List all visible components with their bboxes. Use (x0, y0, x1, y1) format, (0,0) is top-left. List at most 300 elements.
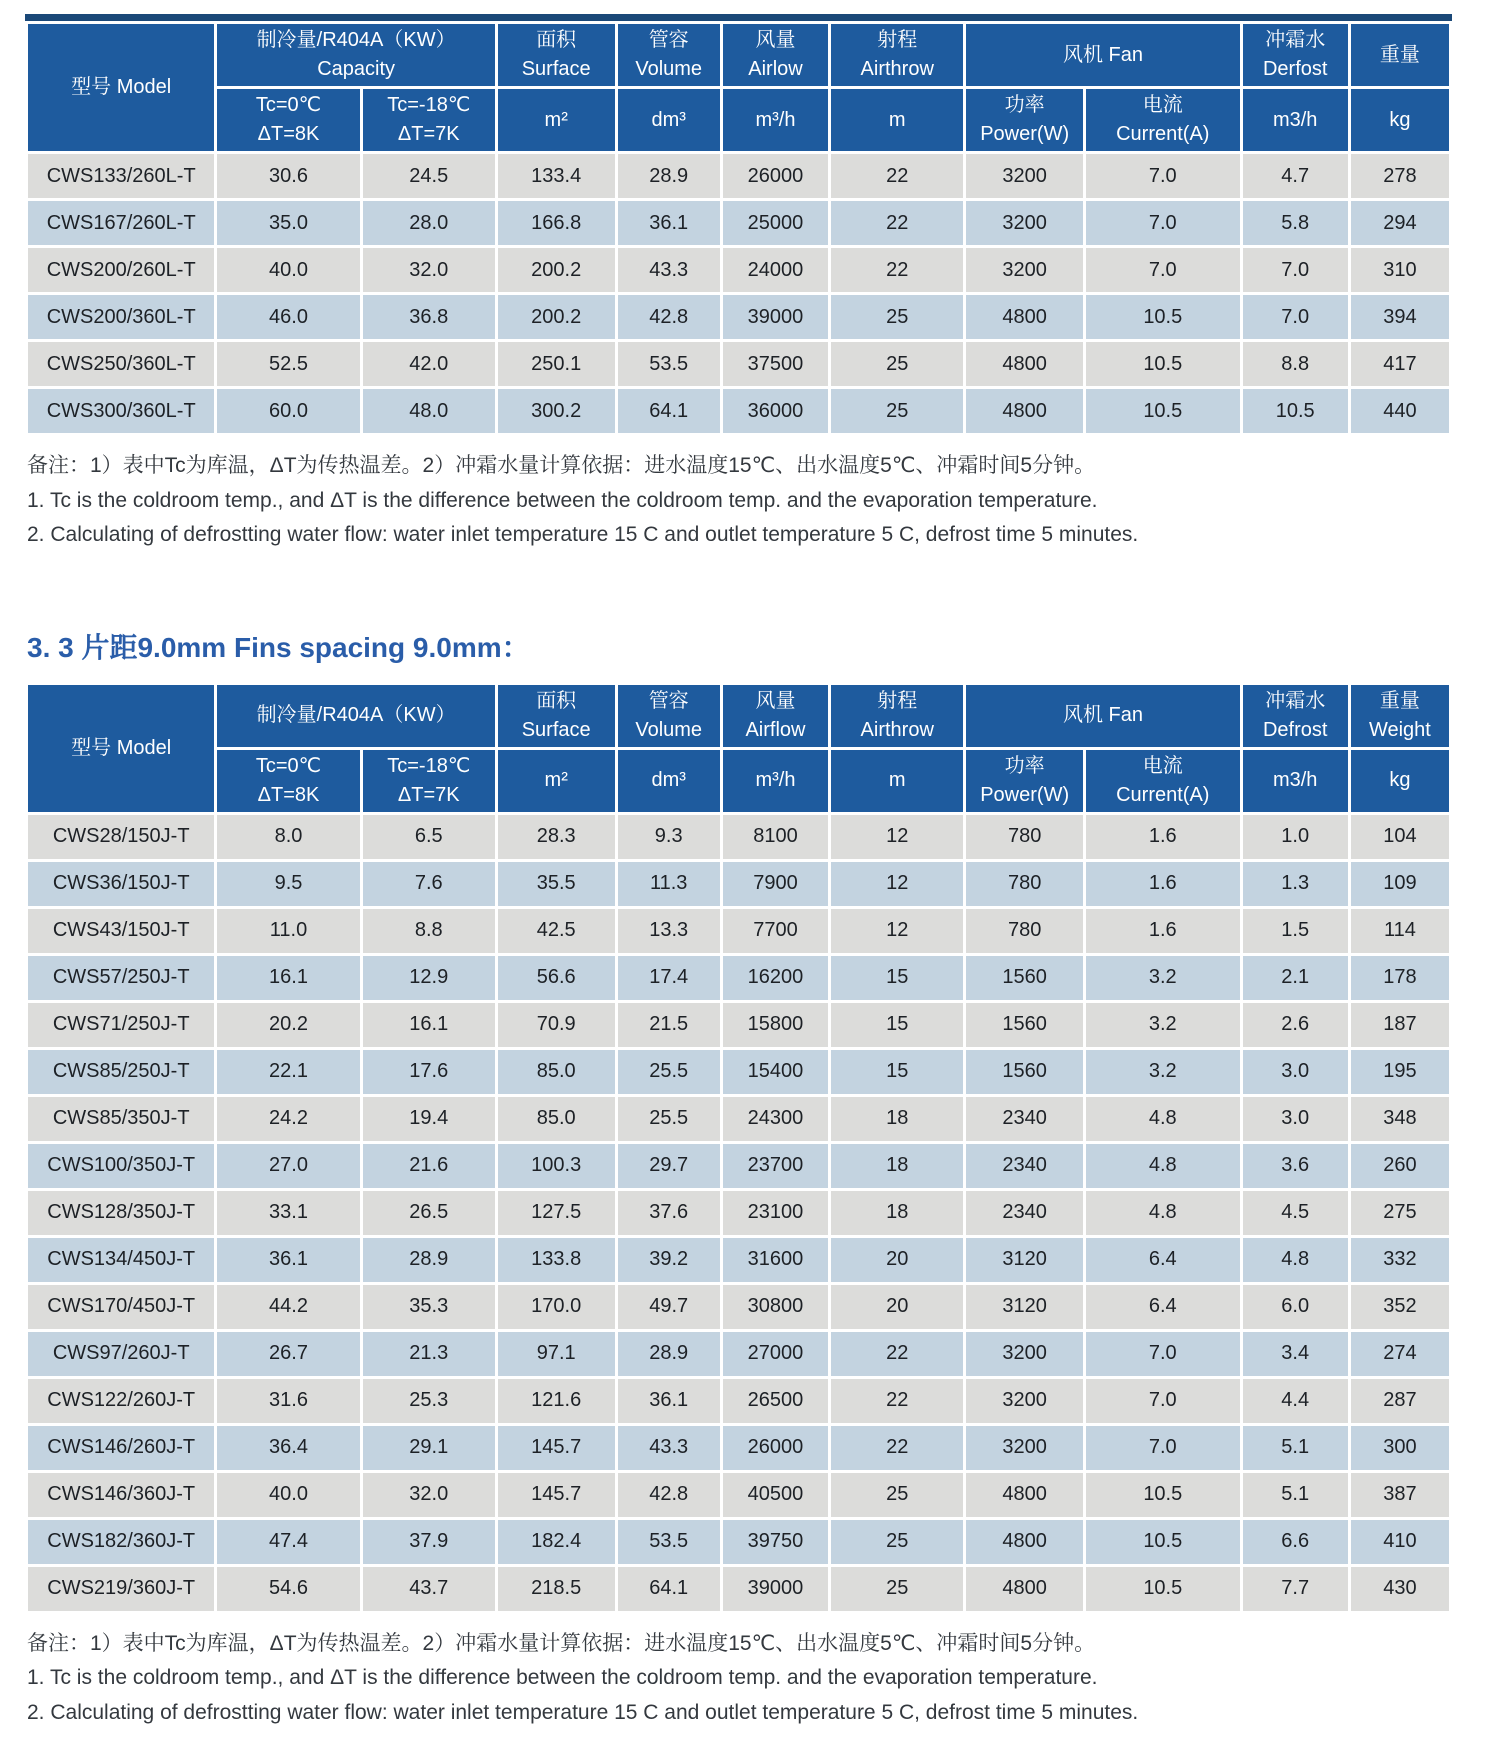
surface-cell: 42.5 (496, 907, 616, 954)
table-notes (27, 450, 1452, 552)
col-header-fan-power (965, 748, 1085, 813)
weight-cell: 274 (1349, 1330, 1450, 1377)
fan-power-cell: 780 (965, 860, 1085, 907)
fan-current-cell: 7.0 (1084, 153, 1241, 200)
model-cell: CWS133/260L-T (27, 153, 216, 200)
airthrow-label-zh: 射程 (877, 29, 918, 51)
surface-cell: 85.0 (496, 1048, 616, 1095)
fan-current-cell: 6.4 (1084, 1283, 1241, 1330)
weight-cell: 440 (1349, 388, 1450, 435)
volume-cell: 11.3 (616, 860, 721, 907)
model-cell: CWS200/360L-T (27, 294, 216, 341)
model-cell: CWS43/150J-T (27, 907, 216, 954)
model-cell: CWS97/260J-T (27, 1330, 216, 1377)
note-en-2: 2. Calculating of defrostting water flow: water inlet temperature 15 C and outlet temperature 5 C, defrost time 5 minutes. (27, 1700, 1139, 1724)
airthrow-cell: 15 (830, 1048, 965, 1095)
defrost-water-cell: 3.0 (1241, 1095, 1349, 1142)
volume-cell: 37.6 (616, 1189, 721, 1236)
volume-cell: 36.1 (616, 1377, 721, 1424)
table-row (27, 1001, 1451, 1048)
col-header-volume (616, 23, 721, 88)
note-en-1: 1. Tc is the coldroom temp., and ΔT is the difference between the coldroom temp. and the evaporation temperature. (27, 1666, 1098, 1690)
power-label-zh: 功率 (1004, 754, 1045, 777)
table-row (27, 1095, 1451, 1142)
fan-current-cell: 1.6 (1084, 813, 1241, 860)
surface-cell: 145.7 (496, 1471, 616, 1518)
surface-cell: 145.7 (496, 1424, 616, 1471)
volume-cell: 43.3 (616, 247, 721, 294)
col-header-fan: 风机 Fan (965, 23, 1241, 88)
unit-airthrow: m (830, 88, 965, 153)
weight-label-en: Weight (1368, 718, 1431, 741)
capacity-tc0-cell: 33.1 (216, 1189, 361, 1236)
model-cell: CWS134/450J-T (27, 1236, 216, 1283)
defrost-water-cell: 5.8 (1241, 200, 1349, 247)
weight-cell: 104 (1349, 813, 1450, 860)
tc18-line-1: Tc=-18℃ (387, 754, 471, 777)
surface-label-zh: 面积 (536, 29, 577, 51)
volume-cell: 36.1 (616, 200, 721, 247)
fan-power-cell: 780 (965, 813, 1085, 860)
defrost-label-zh: 冲霜水 (1265, 689, 1326, 712)
col-header-tc18 (361, 748, 496, 813)
unit-volume: dm³ (616, 88, 721, 153)
current-label-en: Current(A) (1116, 123, 1210, 145)
table-row (27, 954, 1451, 1001)
airflow-cell: 7900 (721, 860, 829, 907)
defrost-water-cell: 10.5 (1241, 388, 1349, 435)
model-cell: CWS36/150J-T (27, 860, 216, 907)
model-cell: CWS128/350J-T (27, 1189, 216, 1236)
col-header-tc0 (216, 748, 361, 813)
surface-cell: 200.2 (496, 294, 616, 341)
fan-power-cell: 1560 (965, 954, 1085, 1001)
defrost-water-cell: 4.8 (1241, 1236, 1349, 1283)
defrost-water-cell: 6.0 (1241, 1283, 1349, 1330)
airflow-label-en: Airflow (745, 718, 806, 741)
volume-cell: 64.1 (616, 388, 721, 435)
surface-cell: 127.5 (496, 1189, 616, 1236)
capacity-tc18-cell: 28.0 (361, 200, 496, 247)
col-header-model: 型号 Model (27, 683, 216, 813)
fan-power-cell: 3120 (965, 1283, 1085, 1330)
col-header-fan-power (965, 88, 1085, 153)
surface-cell: 100.3 (496, 1142, 616, 1189)
fan-current-cell: 3.2 (1084, 1048, 1241, 1095)
model-cell: CWS100/350J-T (27, 1142, 216, 1189)
unit-defrost: m3/h (1241, 88, 1349, 153)
note-zh: 备注：1）表中Tc为库温，ΔT为传热温差。2）冲霜水量计算依据：进水温度15℃、出水温度5℃、冲霜时间5分钟。 (27, 454, 1096, 477)
table-row (27, 1330, 1451, 1377)
airflow-label-en: Airlow (748, 58, 803, 80)
fan-current-cell: 1.6 (1084, 860, 1241, 907)
capacity-tc0-cell: 54.6 (216, 1565, 361, 1612)
fan-power-cell: 3200 (965, 200, 1085, 247)
weight-cell: 387 (1349, 1471, 1450, 1518)
volume-cell: 53.5 (616, 1518, 721, 1565)
volume-label-zh: 管容 (648, 29, 689, 51)
model-cell: CWS85/350J-T (27, 1095, 216, 1142)
fan-power-cell: 3200 (965, 1377, 1085, 1424)
airflow-cell: 27000 (721, 1330, 829, 1377)
capacity-tc18-cell: 6.5 (361, 813, 496, 860)
capacity-tc18-cell: 28.9 (361, 1236, 496, 1283)
volume-cell: 13.3 (616, 907, 721, 954)
airflow-cell: 39750 (721, 1518, 829, 1565)
volume-cell: 43.3 (616, 1424, 721, 1471)
airthrow-cell: 18 (830, 1142, 965, 1189)
airflow-cell: 39000 (721, 1565, 829, 1612)
defrost-water-cell: 3.0 (1241, 1048, 1349, 1095)
model-cell: CWS122/260J-T (27, 1377, 216, 1424)
fan-current-cell: 7.0 (1084, 1424, 1241, 1471)
airthrow-cell: 15 (830, 1001, 965, 1048)
capacity-tc18-cell: 19.4 (361, 1095, 496, 1142)
header-row-1 (27, 683, 1451, 748)
fan-power-cell: 1560 (965, 1048, 1085, 1095)
capacity-tc0-cell: 27.0 (216, 1142, 361, 1189)
weight-cell: 352 (1349, 1283, 1450, 1330)
col-header-capacity (216, 23, 497, 88)
table-row (27, 153, 1451, 200)
airflow-label-zh: 风量 (755, 689, 796, 712)
weight-cell: 109 (1349, 860, 1450, 907)
airthrow-cell: 25 (830, 1518, 965, 1565)
current-label-en: Current(A) (1116, 783, 1210, 806)
table-header (27, 683, 1451, 813)
power-label-en: Power(W) (980, 123, 1070, 145)
weight-cell: 278 (1349, 153, 1450, 200)
defrost-water-cell: 1.0 (1241, 813, 1349, 860)
col-header-defrost (1241, 683, 1349, 748)
fan-power-cell: 3200 (965, 153, 1085, 200)
fan-current-cell: 6.4 (1084, 1236, 1241, 1283)
col-header-airthrow (830, 683, 965, 748)
airthrow-cell: 20 (830, 1283, 965, 1330)
fan-current-cell: 7.0 (1084, 1377, 1241, 1424)
model-cell: CWS146/260J-T (27, 1424, 216, 1471)
table-row (27, 1518, 1451, 1565)
capacity-tc18-cell: 16.1 (361, 1001, 496, 1048)
tc0-line-2: ΔT=8K (257, 123, 320, 145)
fan-current-cell: 7.0 (1084, 247, 1241, 294)
table-row (27, 388, 1451, 435)
weight-cell: 114 (1349, 907, 1450, 954)
defrost-water-cell: 2.1 (1241, 954, 1349, 1001)
unit-airflow: m³/h (721, 88, 829, 153)
weight-label-zh: 重量 (1379, 689, 1420, 712)
fan-power-cell: 2340 (965, 1095, 1085, 1142)
capacity-label-zh: 制冷量/R404A（KW） (256, 704, 456, 727)
defrost-water-cell: 1.3 (1241, 860, 1349, 907)
surface-label-en: Surface (521, 718, 591, 741)
fan-current-cell: 10.5 (1084, 1471, 1241, 1518)
unit-surface: m² (496, 748, 616, 813)
table-body (27, 153, 1451, 435)
surface-cell: 200.2 (496, 247, 616, 294)
table-row (27, 1189, 1451, 1236)
weight-cell: 410 (1349, 1518, 1450, 1565)
surface-cell: 218.5 (496, 1565, 616, 1612)
col-header-tc18 (361, 88, 496, 153)
defrost-water-cell: 1.5 (1241, 907, 1349, 954)
weight-cell: 178 (1349, 954, 1450, 1001)
top-edge-strip (25, 14, 1452, 21)
surface-cell: 35.5 (496, 860, 616, 907)
model-cell: CWS200/260L-T (27, 247, 216, 294)
fan-power-cell: 780 (965, 907, 1085, 954)
table-row (27, 200, 1451, 247)
weight-cell: 310 (1349, 247, 1450, 294)
airthrow-cell: 25 (830, 1471, 965, 1518)
fan-power-cell: 4800 (965, 1518, 1085, 1565)
model-cell: CWS300/360L-T (27, 388, 216, 435)
model-cell: CWS146/360J-T (27, 1471, 216, 1518)
unit-defrost: m3/h (1241, 748, 1349, 813)
fan-power-cell: 3200 (965, 247, 1085, 294)
model-cell: CWS57/250J-T (27, 954, 216, 1001)
table-body (27, 813, 1451, 1612)
power-label-zh: 功率 (1004, 94, 1045, 116)
fan-power-cell: 2340 (965, 1142, 1085, 1189)
airflow-cell: 31600 (721, 1236, 829, 1283)
col-header-surface (496, 23, 616, 88)
capacity-tc0-cell: 30.6 (216, 153, 361, 200)
defrost-water-cell: 2.6 (1241, 1001, 1349, 1048)
volume-cell: 9.3 (616, 813, 721, 860)
tc18-line-1: Tc=-18℃ (387, 94, 471, 116)
col-header-surface (496, 683, 616, 748)
weight-cell: 394 (1349, 294, 1450, 341)
volume-label-en: Volume (635, 58, 703, 80)
airflow-cell: 23100 (721, 1189, 829, 1236)
table-row (27, 1048, 1451, 1095)
capacity-tc0-cell: 47.4 (216, 1518, 361, 1565)
surface-cell: 170.0 (496, 1283, 616, 1330)
capacity-label-zh: 制冷量/R404A（KW） (256, 29, 456, 51)
fan-current-cell: 7.0 (1084, 1330, 1241, 1377)
table-row (27, 1236, 1451, 1283)
model-cell: CWS85/250J-T (27, 1048, 216, 1095)
col-header-airflow (721, 23, 829, 88)
table-row (27, 247, 1451, 294)
surface-cell: 85.0 (496, 1095, 616, 1142)
defrost-water-cell: 5.1 (1241, 1424, 1349, 1471)
unit-weight: kg (1349, 748, 1450, 813)
table-row (27, 1565, 1451, 1612)
model-cell: CWS170/450J-T (27, 1283, 216, 1330)
weight-cell: 348 (1349, 1095, 1450, 1142)
airflow-cell: 36000 (721, 388, 829, 435)
table-row (27, 1283, 1451, 1330)
table-row (27, 341, 1451, 388)
current-label-zh: 电流 (1142, 754, 1183, 777)
airflow-cell: 39000 (721, 294, 829, 341)
airthrow-cell: 25 (830, 388, 965, 435)
airflow-cell: 37500 (721, 341, 829, 388)
tc0-line-1: Tc=0℃ (255, 754, 322, 777)
fan-power-cell: 1560 (965, 1001, 1085, 1048)
defrost-water-cell: 3.6 (1241, 1142, 1349, 1189)
unit-airflow: m³/h (721, 748, 829, 813)
volume-cell: 42.8 (616, 294, 721, 341)
defrost-water-cell: 4.5 (1241, 1189, 1349, 1236)
capacity-tc18-cell: 36.8 (361, 294, 496, 341)
surface-label-en: Surface (521, 58, 591, 80)
surface-cell: 121.6 (496, 1377, 616, 1424)
table-row (27, 1424, 1451, 1471)
volume-cell: 64.1 (616, 1565, 721, 1612)
volume-cell: 39.2 (616, 1236, 721, 1283)
airthrow-cell: 20 (830, 1236, 965, 1283)
defrost-water-cell: 7.0 (1241, 247, 1349, 294)
capacity-tc0-cell: 36.4 (216, 1424, 361, 1471)
airthrow-cell: 22 (830, 153, 965, 200)
table-row (27, 1377, 1451, 1424)
tc0-line-1: Tc=0℃ (255, 94, 322, 116)
volume-cell: 29.7 (616, 1142, 721, 1189)
airthrow-label-en: Airthrow (860, 58, 934, 80)
defrost-label-zh: 冲霜水 (1265, 29, 1326, 51)
capacity-tc18-cell: 8.8 (361, 907, 496, 954)
capacity-tc18-cell: 12.9 (361, 954, 496, 1001)
airflow-cell: 8100 (721, 813, 829, 860)
weight-cell: 187 (1349, 1001, 1450, 1048)
capacity-tc0-cell: 16.1 (216, 954, 361, 1001)
capacity-tc18-cell: 43.7 (361, 1565, 496, 1612)
fan-current-cell: 10.5 (1084, 1518, 1241, 1565)
header-row-2 (27, 748, 1451, 813)
airflow-cell: 23700 (721, 1142, 829, 1189)
airflow-cell: 7700 (721, 907, 829, 954)
airthrow-cell: 12 (830, 860, 965, 907)
airthrow-cell: 12 (830, 907, 965, 954)
airflow-cell: 16200 (721, 954, 829, 1001)
capacity-tc0-cell: 40.0 (216, 247, 361, 294)
col-header-fan: 风机 Fan (965, 683, 1241, 748)
capacity-tc0-cell: 20.2 (216, 1001, 361, 1048)
capacity-tc0-cell: 60.0 (216, 388, 361, 435)
airthrow-label-en: Airthrow (860, 718, 934, 741)
airflow-label-zh: 风量 (755, 29, 796, 51)
spec-table-fins-9mm (25, 682, 1452, 1614)
weight-cell: 287 (1349, 1377, 1450, 1424)
airflow-cell: 25000 (721, 200, 829, 247)
table-row (27, 1142, 1451, 1189)
current-label-zh: 电流 (1142, 94, 1183, 116)
capacity-tc0-cell: 31.6 (216, 1377, 361, 1424)
airflow-cell: 26500 (721, 1377, 829, 1424)
col-header-fan-current (1084, 748, 1241, 813)
capacity-tc18-cell: 29.1 (361, 1424, 496, 1471)
capacity-tc18-cell: 7.6 (361, 860, 496, 907)
weight-cell: 260 (1349, 1142, 1450, 1189)
capacity-tc0-cell: 40.0 (216, 1471, 361, 1518)
fan-current-cell: 1.6 (1084, 907, 1241, 954)
airthrow-cell: 18 (830, 1095, 965, 1142)
unit-airthrow: m (830, 748, 965, 813)
note-en-2: 2. Calculating of defrostting water flow: water inlet temperature 15 C and outlet temperature 5 C, defrost time 5 minutes. (27, 523, 1139, 547)
capacity-tc0-cell: 11.0 (216, 907, 361, 954)
capacity-tc18-cell: 32.0 (361, 1471, 496, 1518)
fan-current-cell: 7.0 (1084, 200, 1241, 247)
airthrow-cell: 22 (830, 1377, 965, 1424)
airthrow-cell: 25 (830, 341, 965, 388)
volume-cell: 17.4 (616, 954, 721, 1001)
table-row (27, 1471, 1451, 1518)
capacity-tc0-cell: 24.2 (216, 1095, 361, 1142)
fan-current-cell: 3.2 (1084, 954, 1241, 1001)
note-zh: 备注：1）表中Tc为库温，ΔT为传热温差。2）冲霜水量计算依据：进水温度15℃、出水温度5℃、冲霜时间5分钟。 (27, 1631, 1096, 1655)
tc18-line-2: ΔT=7K (397, 123, 460, 145)
table-row (27, 860, 1451, 907)
airthrow-cell: 22 (830, 200, 965, 247)
table-row (27, 294, 1451, 341)
spec-table-fins-prev (25, 21, 1452, 436)
surface-cell: 182.4 (496, 1518, 616, 1565)
col-header-tc0 (216, 88, 361, 153)
defrost-label-en: Derfost (1262, 58, 1328, 80)
capacity-tc0-cell: 44.2 (216, 1283, 361, 1330)
fan-current-cell: 10.5 (1084, 1565, 1241, 1612)
surface-cell: 70.9 (496, 1001, 616, 1048)
capacity-tc0-cell: 46.0 (216, 294, 361, 341)
fan-current-cell: 4.8 (1084, 1142, 1241, 1189)
volume-cell: 21.5 (616, 1001, 721, 1048)
volume-label-zh: 管容 (648, 689, 689, 712)
volume-cell: 28.9 (616, 1330, 721, 1377)
capacity-tc18-cell: 25.3 (361, 1377, 496, 1424)
capacity-tc0-cell: 36.1 (216, 1236, 361, 1283)
airflow-cell: 15800 (721, 1001, 829, 1048)
fan-current-cell: 3.2 (1084, 1001, 1241, 1048)
capacity-tc18-cell: 26.5 (361, 1189, 496, 1236)
weight-cell: 332 (1349, 1236, 1450, 1283)
capacity-tc0-cell: 52.5 (216, 341, 361, 388)
airflow-cell: 24300 (721, 1095, 829, 1142)
fan-power-cell: 4800 (965, 1471, 1085, 1518)
capacity-tc18-cell: 21.6 (361, 1142, 496, 1189)
fan-current-cell: 10.5 (1084, 388, 1241, 435)
volume-cell: 25.5 (616, 1095, 721, 1142)
col-header-capacity (216, 683, 497, 748)
weight-cell: 294 (1349, 200, 1450, 247)
airflow-cell: 26000 (721, 153, 829, 200)
capacity-tc18-cell: 21.3 (361, 1330, 496, 1377)
table-row (27, 813, 1451, 860)
capacity-tc18-cell: 24.5 (361, 153, 496, 200)
model-cell: CWS28/150J-T (27, 813, 216, 860)
weight-cell: 275 (1349, 1189, 1450, 1236)
volume-cell: 49.7 (616, 1283, 721, 1330)
fan-power-cell: 3120 (965, 1236, 1085, 1283)
unit-surface: m² (496, 88, 616, 153)
defrost-water-cell: 4.7 (1241, 153, 1349, 200)
col-header-airthrow (830, 23, 965, 88)
table-notes (27, 1628, 1452, 1730)
model-cell: CWS167/260L-T (27, 200, 216, 247)
airthrow-cell: 22 (830, 247, 965, 294)
weight-cell: 195 (1349, 1048, 1450, 1095)
fan-current-cell: 4.8 (1084, 1095, 1241, 1142)
capacity-tc0-cell: 9.5 (216, 860, 361, 907)
col-header-volume (616, 683, 721, 748)
tc18-line-2: ΔT=7K (397, 783, 460, 806)
airthrow-cell: 12 (830, 813, 965, 860)
col-header-airflow (721, 683, 829, 748)
defrost-water-cell: 3.4 (1241, 1330, 1349, 1377)
airflow-cell: 24000 (721, 247, 829, 294)
